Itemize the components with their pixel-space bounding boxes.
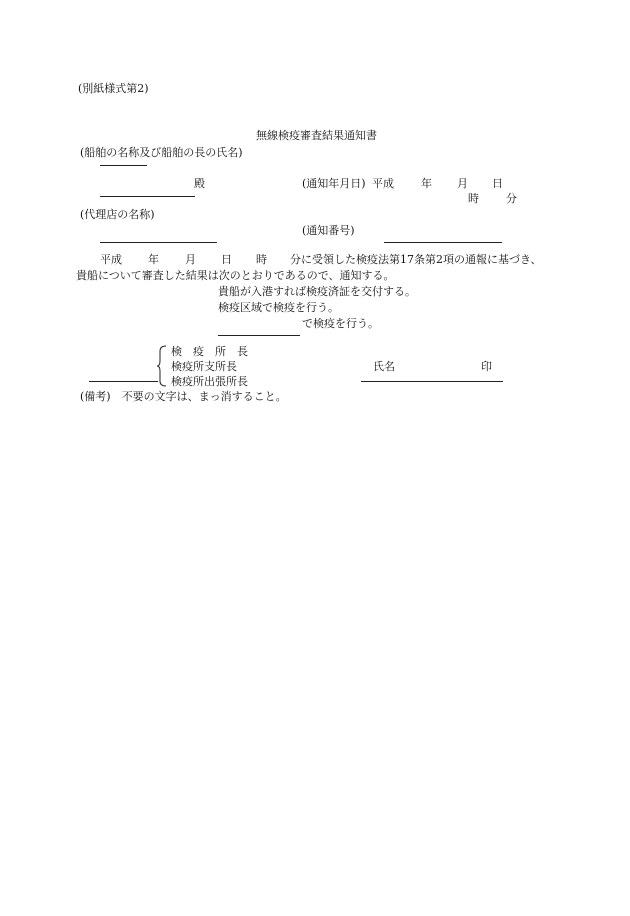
notice-number-label: (通知番号) (302, 224, 355, 237)
notice-number-blank-line (384, 242, 502, 243)
other-place-blank-line (218, 335, 300, 336)
notice-date-minute: 分 (506, 192, 517, 205)
seal-label: 印 (481, 360, 492, 373)
remarks-note: (備考) 不要の文字は、まっ消すること。 (80, 390, 287, 403)
captain-name-blank-line (100, 196, 195, 197)
notice-date-label: (通知年月日) (302, 177, 366, 190)
notice-date-month: 月 (457, 177, 468, 190)
result-option-other-place: で検疫を行う。 (302, 317, 379, 330)
honorific-text: 殿 (194, 177, 205, 190)
name-label: 氏名 (373, 360, 395, 373)
notice-date-year: 年 (421, 177, 432, 190)
notice-date-day: 日 (492, 177, 503, 190)
ship-name-blank-line (100, 165, 147, 166)
document-title: 無線検疫審査結果通知書 (256, 129, 377, 142)
form-number: (別紙様式第2) (78, 82, 149, 95)
office-option-director: 検 疫 所 長 (171, 345, 248, 358)
ship-name-label: (船舶の名称及び船舶の長の氏名) (80, 146, 243, 159)
body-line1-tail: 分に受領した検疫法第17条第2項の通報に基づき、 (290, 253, 542, 266)
body-line2: 貴船について審査した結果は次のとおりであるので、通知する。 (76, 269, 395, 282)
office-option-branch-director: 検疫所支所長 (171, 360, 237, 373)
received-year: 年 (148, 253, 159, 266)
result-option-quarantine-area: 検疫区域で検疫を行う。 (218, 301, 339, 314)
received-month: 月 (185, 253, 196, 266)
received-era: 平成 (100, 253, 122, 266)
office-name-blank-line (89, 381, 158, 382)
result-option-certificate: 貴船が入港すれば検疫済証を交付する。 (218, 285, 416, 298)
notice-date-era: 平成 (372, 177, 394, 190)
received-day: 日 (221, 253, 232, 266)
agent-name-label: (代理店の名称) (80, 208, 155, 221)
notice-date-hour: 時 (468, 192, 479, 205)
agent-name-blank-line (100, 242, 217, 243)
received-hour: 時 (256, 253, 267, 266)
signature-blank-line (361, 381, 503, 382)
office-option-sub-branch-director: 検疫所出張所長 (171, 375, 248, 388)
